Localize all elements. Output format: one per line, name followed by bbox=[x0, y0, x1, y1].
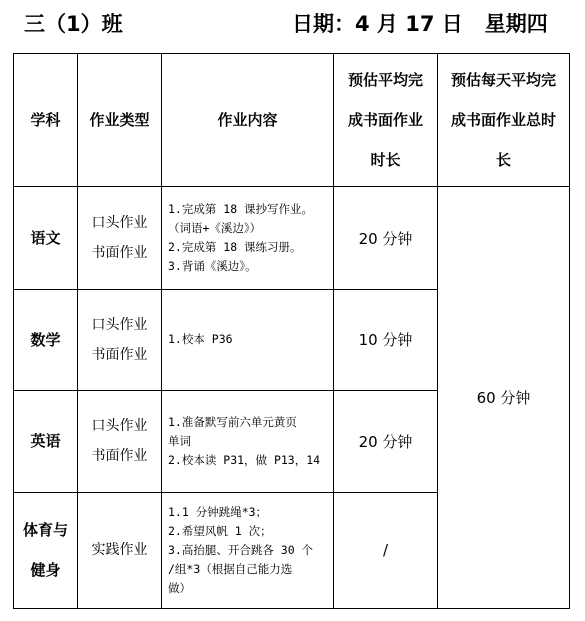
content-cell bbox=[162, 390, 334, 492]
type-cell bbox=[78, 290, 162, 390]
header-daily-total bbox=[438, 54, 570, 187]
duration-cell: 10 分钟 bbox=[334, 290, 438, 390]
content-line: 3.高抬腿、开合跳各 30 个 bbox=[168, 542, 314, 557]
type-label: 实践作业 bbox=[91, 542, 148, 559]
header-avg-time bbox=[334, 54, 438, 187]
type-label: 书面作业 bbox=[91, 346, 148, 363]
date-title: 日期：4 月 17 日 星期四 bbox=[292, 12, 548, 36]
header-daily-total-line: 预估每天平均完 bbox=[450, 71, 556, 90]
content-cell bbox=[162, 187, 334, 290]
type-label: 口头作业 bbox=[91, 215, 148, 232]
header-daily-total-line: 成书面作业总时 bbox=[450, 111, 556, 130]
type-label: 口头作业 bbox=[91, 418, 148, 435]
header-content: 作业内容 bbox=[162, 54, 334, 187]
duration-cell: 20 分钟 bbox=[334, 187, 438, 290]
daily-total-cell: 60 分钟 bbox=[438, 187, 570, 609]
homework-table bbox=[13, 53, 570, 609]
content-line: 2.校本读 P31，做 P13，14 bbox=[168, 452, 321, 467]
table-header-row bbox=[14, 54, 570, 187]
subject-cell bbox=[14, 290, 78, 390]
duration-cell: 20 分钟 bbox=[334, 390, 438, 492]
content-line: （词语+《溪边》） bbox=[168, 221, 262, 236]
page-header bbox=[0, 0, 585, 46]
content-line: /组*3（根据自己能力选 bbox=[168, 561, 293, 576]
header-type: 作业类型 bbox=[78, 54, 162, 187]
subject-cell bbox=[14, 187, 78, 290]
header-avg-time-line: 预估平均完 bbox=[347, 71, 423, 90]
subject-label: 健身 bbox=[30, 561, 61, 580]
subject-label: 数学 bbox=[30, 330, 61, 349]
class-title: 三（1）班 bbox=[24, 12, 123, 36]
subject-label: 体育与 bbox=[22, 521, 68, 540]
type-cell bbox=[78, 492, 162, 608]
content-line: 单词 bbox=[168, 433, 191, 448]
content-line: 1.1 分钟跳绳*3； bbox=[168, 504, 268, 519]
type-label: 口头作业 bbox=[91, 316, 148, 333]
content-cell bbox=[162, 290, 334, 390]
content-cell bbox=[162, 492, 334, 608]
table-row bbox=[14, 187, 570, 290]
type-label: 书面作业 bbox=[91, 448, 148, 465]
header-avg-time-line: 时长 bbox=[370, 151, 401, 170]
content-line: 1.准备默写前六单元黄页 bbox=[168, 414, 297, 429]
header-daily-total-line: 长 bbox=[495, 151, 511, 170]
type-label: 书面作业 bbox=[91, 245, 148, 262]
content-line: 2.完成第 18 课练习册。 bbox=[168, 240, 302, 255]
content-line: 1.完成第 18 课抄写作业。 bbox=[168, 202, 314, 217]
content-line: 1.校本 P36 bbox=[168, 332, 233, 347]
subject-cell bbox=[14, 492, 78, 608]
header-avg-time-line: 成书面作业 bbox=[347, 111, 423, 130]
subject-cell bbox=[14, 390, 78, 492]
content-line: 做） bbox=[168, 580, 191, 595]
content-line: 3.背诵《溪边》。 bbox=[168, 259, 257, 274]
subject-label: 语文 bbox=[30, 229, 61, 248]
duration-cell: / bbox=[334, 492, 438, 608]
content-line: 2.希望风帆 1 次； bbox=[168, 523, 272, 538]
type-cell bbox=[78, 187, 162, 290]
header-subject: 学科 bbox=[14, 54, 78, 187]
subject-label: 英语 bbox=[30, 432, 61, 451]
type-cell bbox=[78, 390, 162, 492]
